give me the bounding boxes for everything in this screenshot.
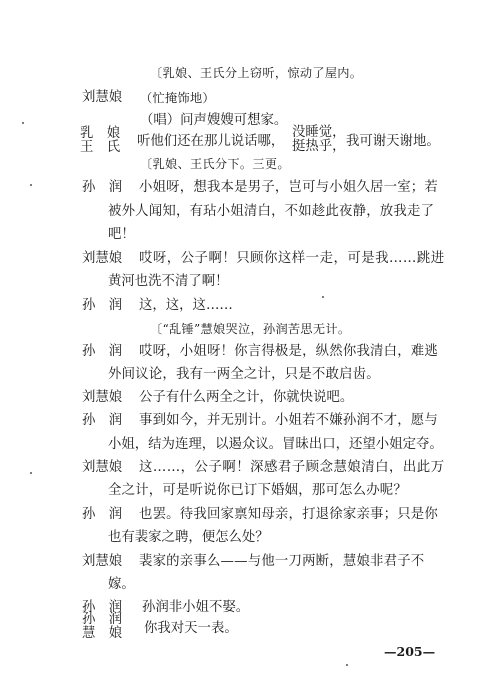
dialogue-line: 也罢。待我回家禀知母亲，打退徐家亲事；只是你 [139, 507, 438, 522]
dialogue-line: 吧！ [108, 227, 135, 242]
dialogue-line: 外间议论，我有一两全之计，只是不敢启齿。 [108, 367, 380, 382]
speaker-label: 刘慧娘 [82, 251, 123, 266]
scan-speck [30, 472, 32, 474]
speaker-label: 孙 润 [82, 612, 123, 627]
dialogue-line: 被外人闻知，有玷小姐清白，不如趁此夜静，放我走了 [108, 204, 435, 219]
stage-direction: 〔乳娘、王氏分上窃听，惊动了屋内。 [150, 66, 363, 80]
dialogue-line: 公子有什么两全之计，你就快说吧。 [139, 390, 354, 405]
dialogue-line: 黄河也洗不清了啊！ [108, 274, 229, 289]
dialogue-line: 这，这，这…… [139, 298, 233, 313]
sung-line: （唱）问声嫂嫂可想家。 [140, 113, 288, 128]
speaker-label: 孙 润 [82, 507, 123, 522]
dialogue-line: 嫁。 [108, 577, 135, 592]
speaker-label: 孙 润 [82, 298, 123, 313]
dialogue-line: 事到如今，并无别计。小姐若不嫌孙润不才，愿与 [139, 413, 438, 428]
dialogue-line: 哎呀，公子啊！只顾你这样一走，可是我……跳进 [139, 251, 445, 266]
dialogue-fragment: 挺热乎， [292, 139, 346, 154]
dialogue-line: 裴家的亲事么——与他一刀两断，慧娘非君子不 [139, 554, 425, 569]
dialogue-line: 全之计，可是听说你已订下婚姻，那可怎么办呢？ [108, 483, 407, 498]
speaker-label: 刘慧娘 [82, 390, 123, 405]
speaker-label: 孙 润 [82, 600, 123, 615]
speaker-label: 刘慧娘 [82, 460, 123, 475]
speaker-group [80, 127, 120, 155]
scan-speck [322, 296, 324, 298]
speaker-label: 王 氏 [80, 140, 121, 155]
dialogue-line: 这……，公子啊！深感君子顾念慧娘清白，出此万 [139, 460, 445, 475]
dialogue-line: 听他们还在那儿说话哪， [137, 134, 285, 149]
speaker-group [82, 613, 122, 641]
speaker-label: 孙 润 [82, 180, 123, 195]
speaker-label: 刘慧娘 [82, 554, 123, 569]
dialogue-line: 哎呀，小姐呀！你言得极是，纵然你我清白，难逃 [139, 344, 438, 359]
dialogue-fragment: 没睡觉， [292, 125, 346, 140]
dialogue-line: 小姐呀，想我本是男子，岂可与小姐久居一室；若 [139, 180, 438, 195]
scan-speck [346, 664, 348, 666]
stage-direction: 〔“乱锤”慧娘哭泣，孙润苦思无计。 [150, 322, 351, 336]
speaker-label: 乳 娘 [80, 126, 121, 141]
stage-direction: 〔乳娘、王氏分下。三更。 [140, 157, 290, 171]
dialogue-line: 也有裴家之聘，便怎么处？ [108, 530, 269, 545]
speaker-label: 刘慧娘 [82, 90, 123, 105]
speaker-label: 孙 润 [82, 413, 123, 428]
scan-speck [22, 122, 24, 124]
dialogue-line: 孙润非小姐不娶。 [142, 600, 250, 615]
dialogue-line: 你我对天一表。 [144, 621, 238, 636]
dialogue-stack [292, 126, 346, 154]
speaker-label: 慧 娘 [82, 626, 123, 641]
dialogue-line: 小姐，结为连理，以遏众议。冒昧出口，还望小姐定夺。 [108, 437, 443, 452]
dialogue-line: 我可谢天谢地。 [346, 134, 440, 149]
speaker-label: 孙 润 [82, 344, 123, 359]
stage-direction: （忙掩饰地） [140, 91, 215, 105]
page-number: —205— [384, 644, 436, 659]
scan-speck [30, 184, 32, 186]
